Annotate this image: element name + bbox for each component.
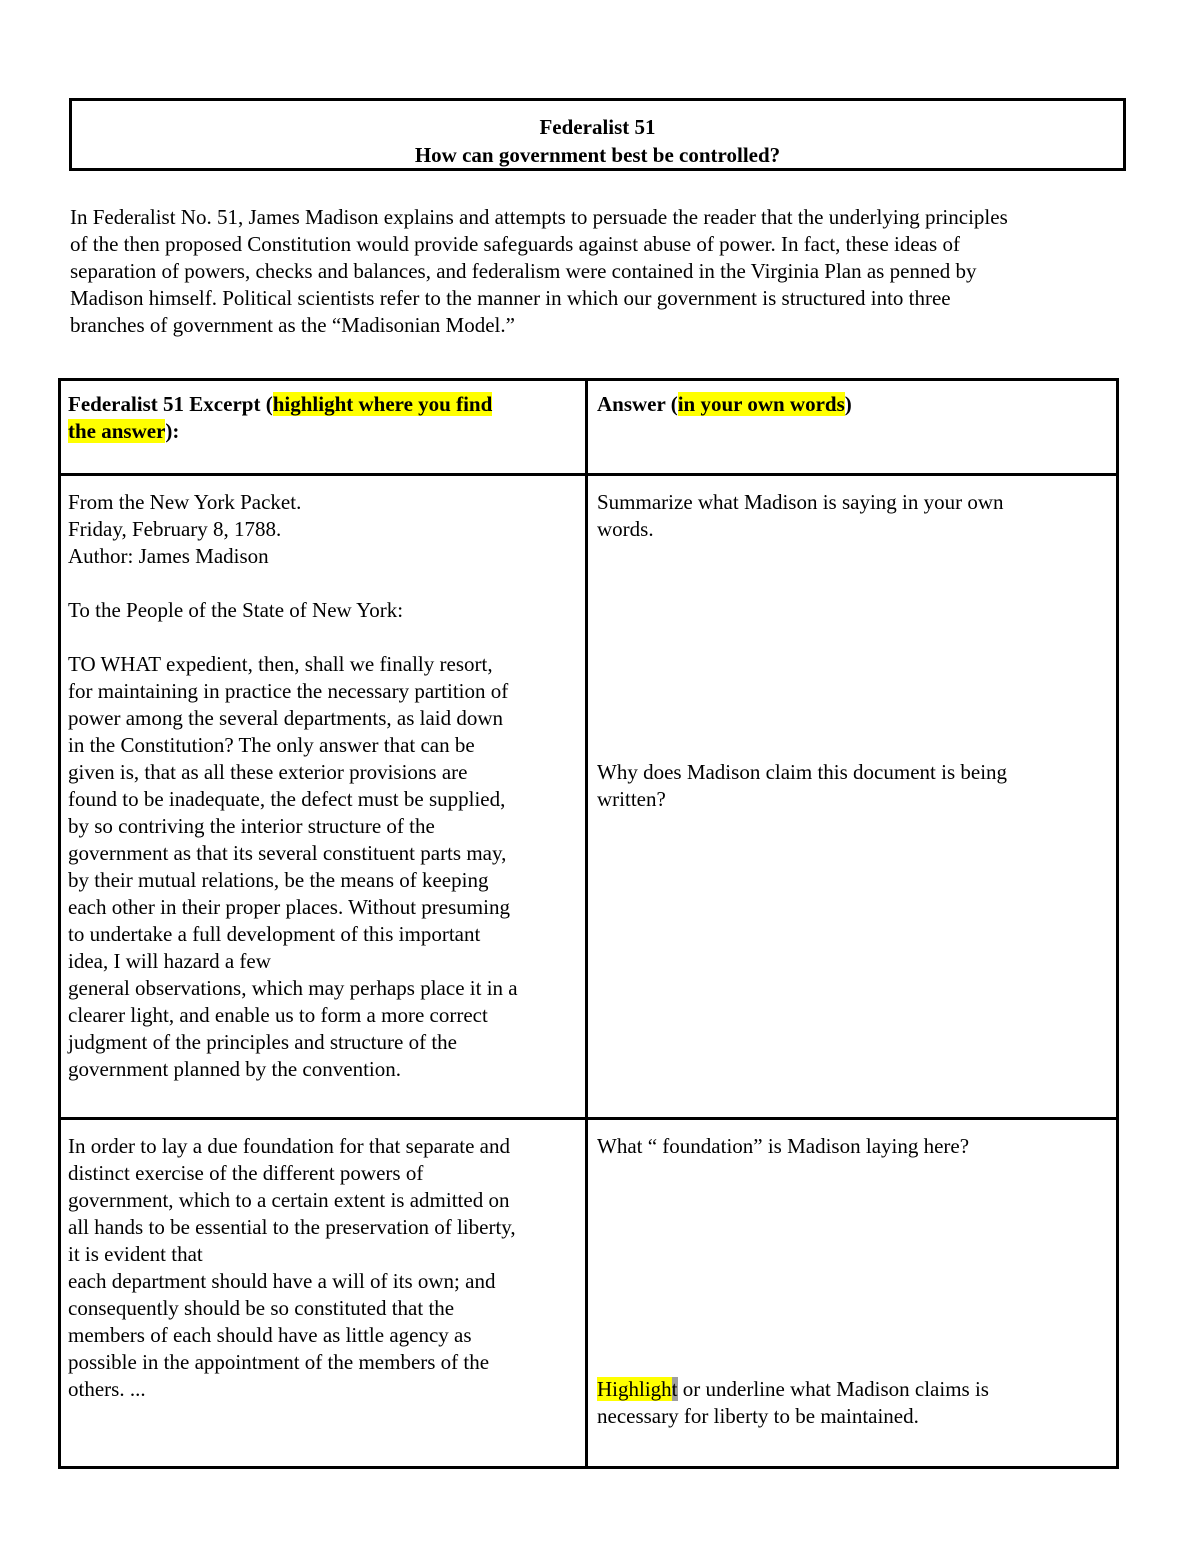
header-excerpt: [68, 391, 578, 445]
excerpt-line: distinct exercise of the different powers of: [68, 1161, 424, 1185]
header-excerpt-highlight: the answer: [68, 419, 166, 443]
highlight-word-yellow: Highligh: [597, 1377, 672, 1401]
excerpt-line: judgment of the principles and structure of the: [68, 1030, 457, 1054]
question-summarize: words.: [597, 517, 654, 541]
excerpt-line: power among the several departments, as laid down: [68, 706, 504, 730]
header-excerpt-highlight: highlight where you find: [272, 392, 493, 416]
excerpt-date: Friday, February 8, 1788.: [68, 517, 282, 541]
header-row-divider: [58, 473, 1119, 476]
excerpt-line: others. ...: [68, 1377, 146, 1401]
document-title: Federalist 51: [539, 115, 656, 139]
excerpt-line: idea, I will hazard a few: [68, 949, 271, 973]
excerpt-author: Author: James Madison: [68, 544, 269, 568]
excerpt-line: by their mutual relations, be the means of keeping: [68, 868, 489, 892]
excerpt-line: general observations, which may perhaps place it in a: [68, 976, 518, 1000]
header-excerpt-suffix: ):: [165, 419, 180, 443]
title-box: [69, 98, 1126, 171]
intro-line: Madison himself. Political scientists refer to the manner in which our government is structured into three: [70, 286, 951, 310]
question-why-written: written?: [597, 787, 666, 811]
row-divider: [58, 1117, 1119, 1120]
question-liberty-text: or underline what Madison claims is: [677, 1377, 989, 1401]
excerpt-line: clearer light, and enable us to form a more correct: [68, 1003, 488, 1027]
intro-line: separation of powers, checks and balances, and federalism were contained in the Virginia Plan as penned by: [70, 259, 977, 283]
excerpt-line: all hands to be essential to the preservation of liberty,: [68, 1215, 516, 1239]
question-why-written: Why does Madison claim this document is being: [597, 760, 1008, 784]
text-cursor-selection: t: [671, 1377, 678, 1401]
excerpt-cell-2: [68, 1133, 580, 1403]
intro-line: In Federalist No. 51, James Madison explains and attempts to persuade the reader that the underlying principles: [70, 205, 1008, 229]
excerpt-line: each other in their proper places. Without presuming: [68, 895, 510, 919]
header-answer-highlight: in your own words: [677, 392, 845, 416]
question-liberty-line2: necessary for liberty to be maintained.: [597, 1404, 919, 1428]
excerpt-line: government as that its several constituent parts may,: [68, 841, 507, 865]
intro-line: of the then proposed Constitution would provide safeguards against abuse of power. In fact, these ideas of: [70, 232, 960, 256]
excerpt-line: each department should have a will of its own; and: [68, 1269, 496, 1293]
question-foundation: What “ foundation” is Madison laying here?: [597, 1134, 970, 1158]
excerpt-line: given is, that as all these exterior provisions are: [68, 760, 468, 784]
excerpt-line: In order to lay a due foundation for that separate and: [68, 1134, 510, 1158]
column-divider: [585, 378, 588, 1469]
excerpt-line: government planned by the convention.: [68, 1057, 401, 1081]
excerpt-line: consequently should be so constituted that the: [68, 1296, 455, 1320]
excerpt-line: TO WHAT expedient, then, shall we finally resort,: [68, 652, 493, 676]
excerpt-line: by so contriving the interior structure of the: [68, 814, 435, 838]
excerpt-line: found to be inadequate, the defect must be supplied,: [68, 787, 506, 811]
excerpt-line: members of each should have as little agency as: [68, 1323, 472, 1347]
excerpt-line: government, which to a certain extent is admitted on: [68, 1188, 510, 1212]
excerpt-line: in the Constitution? The only answer that can be: [68, 733, 475, 757]
excerpt-line: it is evident that: [68, 1242, 203, 1266]
answer-cell-1-question-1[interactable]: [597, 489, 1112, 543]
header-answer-suffix: ): [844, 392, 852, 416]
excerpt-cell-1: [68, 489, 580, 1083]
question-liberty: [597, 1376, 1112, 1403]
question-summarize: Summarize what Madison is saying in your own: [597, 490, 1004, 514]
answer-cell-1-question-2[interactable]: [597, 759, 1112, 813]
excerpt-line: to undertake a full development of this important: [68, 922, 481, 946]
excerpt-salutation: To the People of the State of New York:: [68, 598, 404, 622]
answer-cell-2-question-1[interactable]: [597, 1133, 1112, 1160]
intro-line: branches of government as the “Madisonian Model.”: [70, 313, 515, 337]
document-subtitle: How can government best be controlled?: [414, 143, 781, 167]
excerpt-source: From the New York Packet.: [68, 490, 302, 514]
excerpt-line: for maintaining in practice the necessary partition of: [68, 679, 509, 703]
answer-cell-2-question-2[interactable]: [597, 1376, 1112, 1430]
intro-paragraph: [70, 204, 1130, 339]
header-excerpt-prefix: Federalist 51 Excerpt (: [68, 392, 273, 416]
excerpt-line: possible in the appointment of the members of the: [68, 1350, 490, 1374]
header-answer-prefix: Answer (: [597, 392, 678, 416]
header-answer: [597, 391, 1112, 418]
